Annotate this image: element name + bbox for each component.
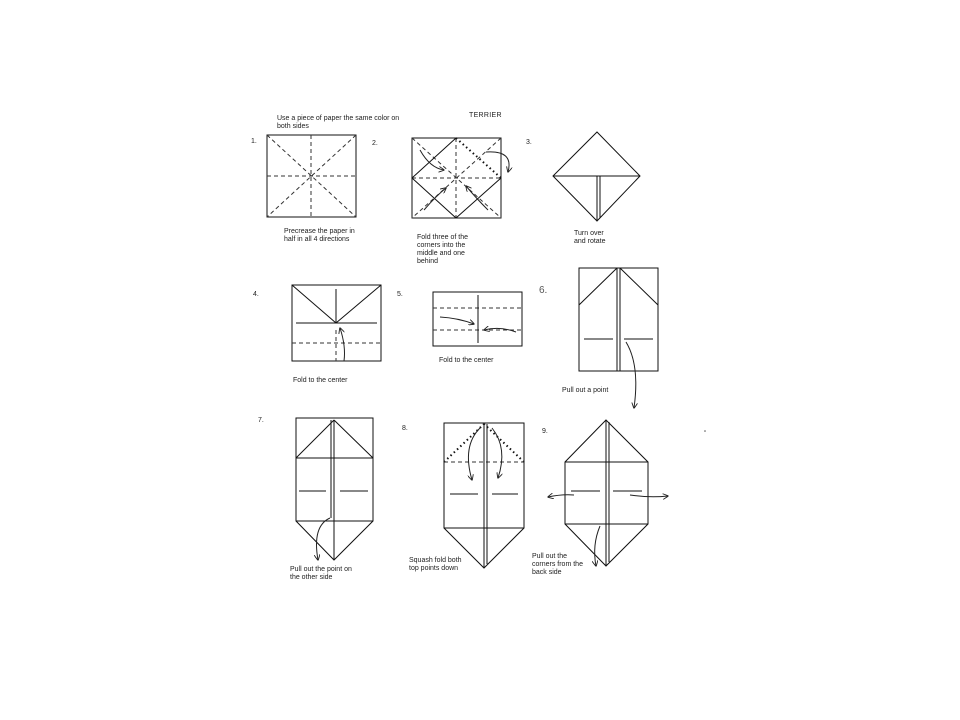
step-4-caption: Fold to the center [293, 377, 348, 384]
step-7-diagram [296, 418, 373, 560]
step-2-number: 2. [372, 140, 378, 147]
step-1-caption: Precrease the paper in half in all 4 directions [284, 228, 355, 243]
step-4-number: 4. [253, 291, 259, 298]
step-9-caption: Pull out the corners from the back side [532, 553, 583, 576]
diagram-title: TERRIER [469, 112, 502, 119]
step-4-diagram [292, 285, 381, 361]
intro-text: Use a piece of paper the same color on both sides [277, 115, 400, 130]
step-9-diagram [548, 420, 668, 566]
step-1-number: 1. [251, 138, 257, 145]
step-9-number: 9. [542, 428, 548, 435]
step-2-caption: Fold three of the corners into the middle and one behind [417, 234, 468, 265]
step-1-diagram [267, 135, 356, 217]
step-5-number: 5. [397, 291, 403, 298]
stray-dot [704, 430, 706, 432]
step-8-diagram [444, 423, 524, 568]
step-6-number: 6. [539, 285, 548, 296]
step-8-number: 8. [402, 425, 408, 432]
step-8-caption: Squash fold both top points down [409, 557, 462, 572]
step-6-diagram [579, 268, 658, 408]
step-7-caption: Pull out the point on the other side [290, 566, 352, 581]
step-2-diagram [412, 138, 509, 218]
step-3-caption: Turn over and rotate [574, 230, 606, 245]
step-5-caption: Fold to the center [439, 357, 494, 364]
step-3-diagram [553, 132, 640, 221]
step-3-number: 3. [526, 139, 532, 146]
step-6-caption: Pull out a point [562, 387, 609, 394]
step-7-number: 7. [258, 417, 264, 424]
step-5-diagram [433, 292, 522, 346]
